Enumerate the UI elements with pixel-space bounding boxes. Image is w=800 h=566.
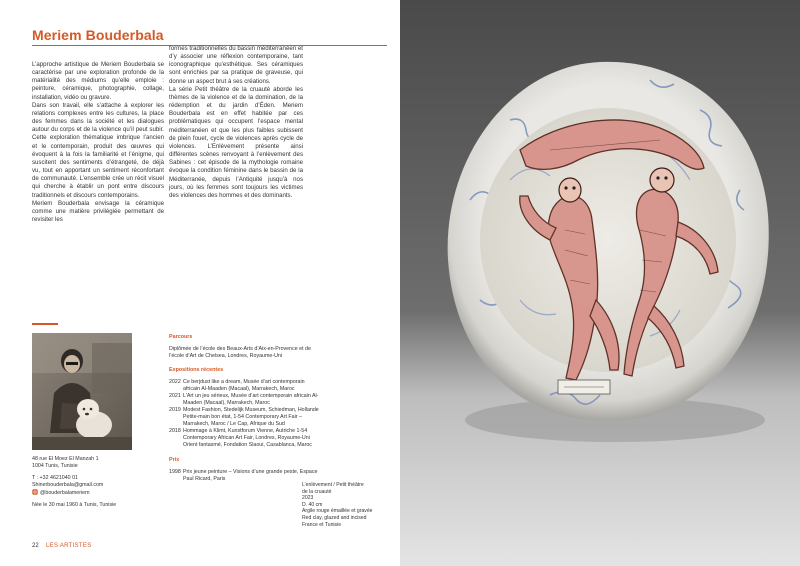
caption-line: L’enlèvement / Petit théâtre <box>302 482 364 488</box>
artist-name-title: Meriem Bouderbala <box>32 27 164 43</box>
address-line: 48 rue El Moez El Manzah 1 <box>32 456 99 462</box>
contact-block <box>32 475 152 498</box>
portrait-illustration <box>32 333 132 450</box>
exhibition-entry <box>169 379 319 393</box>
exhibition-text: Modest Fashion, Stedelijk Museum, Schiedman, Hollande Petite-main bon état, 1-54 Contemporary Art Fair – Marrakech, Maroc / Le Cap, Afrique du Sud <box>183 407 319 427</box>
caption-line: de la cruauté <box>302 488 332 495</box>
exhibition-entry <box>169 393 319 407</box>
artwork-photo <box>400 0 800 566</box>
caption-line: France et Tunisie <box>302 521 342 528</box>
birth-info: Née le 30 mai 1960 à Tunis, Tunisie <box>32 502 117 508</box>
exhibition-text: Hommage à Klimt, Kunstforum Vienne, Autriche 1-54 Contemporary African Art Fair, Londres, Royaume-Uni Orient fantasmé, Fondation Slaoui, Casablanca, Maroc <box>183 428 312 448</box>
section-rule <box>32 323 58 325</box>
phone-number: T : +32 4621040 01 <box>32 475 78 481</box>
running-header: LES ARTISTES <box>46 543 92 549</box>
exhibition-year: 2018 <box>169 428 181 434</box>
parcours-heading: Parcours <box>169 334 193 340</box>
address-block <box>32 456 152 470</box>
exhibition-entry <box>169 407 319 428</box>
bio-column-1 <box>32 61 164 224</box>
caption-line: 2023 <box>302 495 314 502</box>
bio-column-2 <box>169 45 303 200</box>
exhibition-text: L’Art un jeu sérieux, Musée d’art contemporain africain Al-Maaden (Macaal), Marrakech, Maroc <box>183 393 319 406</box>
artist-portrait-photo <box>32 333 132 450</box>
exhibition-text: Ce berjdust like a dream, Musée d’art contemporain africain Al-Maaden (Macaal), Marrakech, Maroc <box>183 379 305 392</box>
expositions-section <box>169 367 319 449</box>
instagram-row[interactable] <box>32 489 152 498</box>
bio-paragraph: Meriem Bouderbala envisage la céramique comme une matière privilégiée permettant de revisiter les <box>32 199 164 223</box>
expositions-heading: Expositions récentes <box>169 367 224 373</box>
ceramic-plate-illustration <box>400 0 800 566</box>
parcours-text: Diplômée de l’école des Beaux-Arts d’Aix-en-Provence et de l’école d’Art de Chelsea, Londres, Royaume-Uni <box>169 346 311 359</box>
bio-paragraph: Dans son travail, elle s’attache à explorer les relations complexes entre les cultures, la place des femmes dans la société et les dialogues autour du corps et de la violence qu’il peut subir. Cette exploration thématique imbrique l’ancien et le contemporain, produit des œuvres qui évoquent à la fois la familiarité et l’énigme, qui suscitent des sentiments d’étrangeté, de déjà vu, tout en apportant un sentiment réconfortant de communauté. L’ensemble crée un récit visuel qui cherche à établir un pont entre discours traditionnels et discours contemporains. <box>32 101 164 199</box>
bio-paragraph: formes traditionnelles du bassin méditerranéen et d’y associer une réflexion contemporaine, tant iconographique qu’esthétique. Ses céramiques sont enrichies par sa pratique de graveuse, qui donne un aspect brut à ses créations. <box>169 45 303 85</box>
artwork-caption <box>302 482 374 528</box>
instagram-handle: @bouderbalameriem <box>40 490 90 496</box>
bio-paragraph: La série Petit théâtre de la cruauté aborde les thèmes de la violence et de la domination, de la rédemption et du jardin d’Éden. Meriem Bouderbala est en effet habitée par ces problématiques qui occupent l’espace mental méditerranéen et que les plus faibles subissent de plein fouet, cycle de violences après cycle de violences. L’Enlèvement présente ainsi différentes scènes renvoyant à l’enlèvement des Sabines : cet épisode de la mythologie romaine évoque la condition féminine dans le bassin de la Méditerranée, depuis l’Antiquité jusqu’à nos jours, où les femmes sont toujours les victimes des violences des hommes et des dominants. <box>169 85 303 199</box>
caption-line: D. 40 cm <box>302 501 323 508</box>
address-line: 1004 Tunis, Tunisie <box>32 463 78 469</box>
prize-text: Prix jeune peinture – Visions d’une grande peste, Espace Paul Ricard, Paris <box>183 469 318 482</box>
exhibition-year: 2022 <box>169 379 181 385</box>
prix-heading: Prix <box>169 457 180 463</box>
exhibition-year: 2019 <box>169 407 181 413</box>
page-number: 22 <box>32 543 39 549</box>
prize-entry <box>169 469 319 483</box>
exhibition-year: 2021 <box>169 393 181 399</box>
caption-line: Argile rouge émaillée et gravée <box>302 508 373 515</box>
prize-year: 1998 <box>169 469 181 475</box>
parcours-section <box>169 334 319 360</box>
caption-line: Red clay, glazed and incised <box>302 514 367 521</box>
bio-paragraph: L’approche artistique de Meriem Bouderbala se caractérise par une exploration profonde de la matérialité des médiums qu’elle emploie : peinture, céramique, photographie, collage, installation, vidéo ou gravure. <box>32 61 164 101</box>
email-link[interactable]: Shinerbouderbala@gmail.com <box>32 482 104 488</box>
exhibition-entry <box>169 428 319 449</box>
instagram-icon <box>32 489 38 498</box>
prix-section <box>169 457 319 483</box>
